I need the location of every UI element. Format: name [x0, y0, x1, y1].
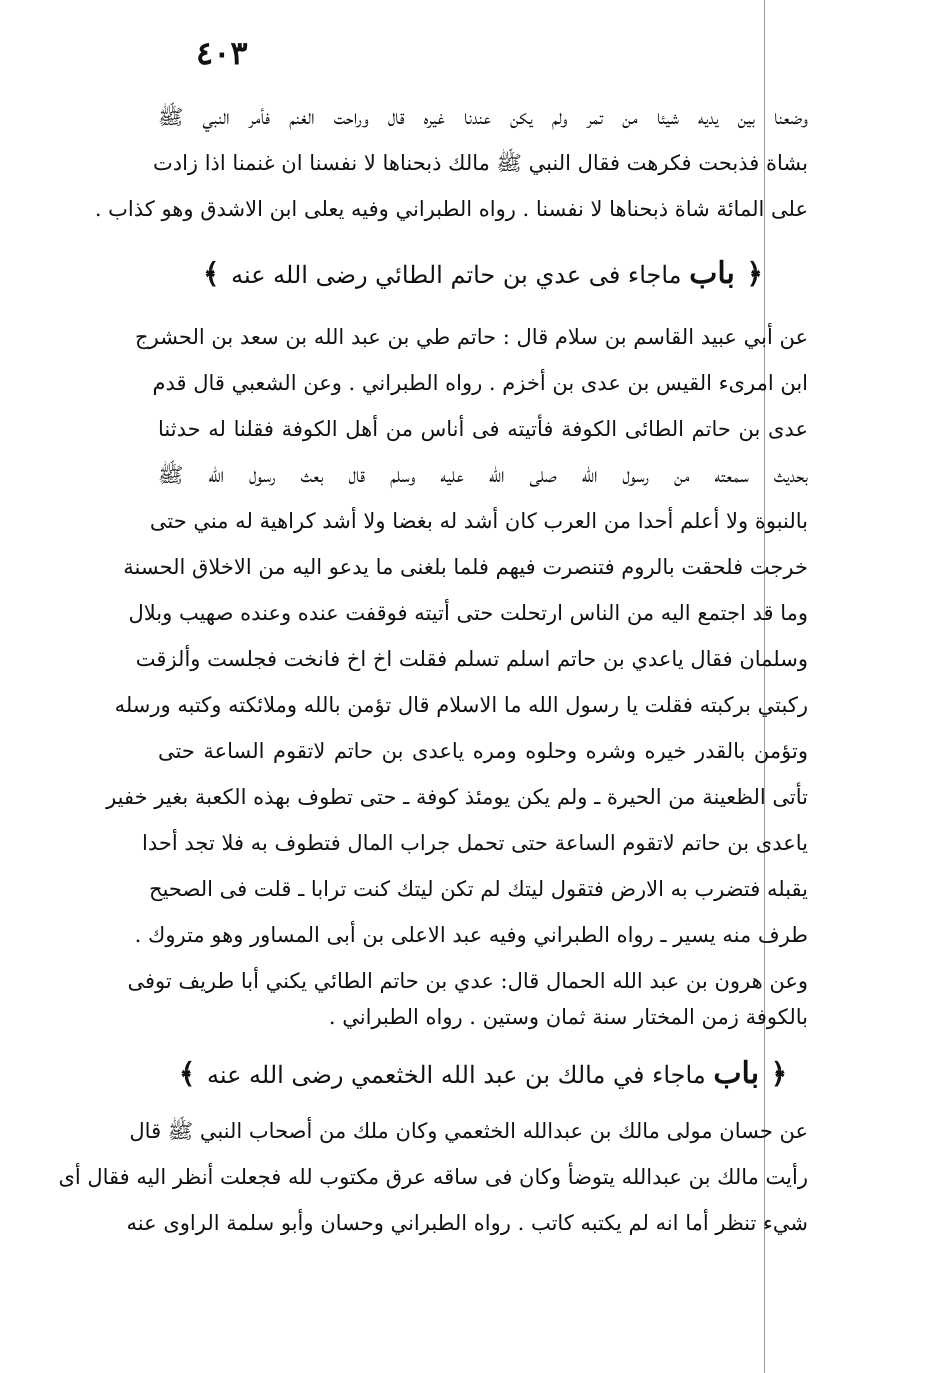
text-line: وسلمان فقال ياعدي بن حاتم اسلم تسلم فقلت اخ اخ فانخت فجلست وألزقت	[135, 647, 808, 671]
chapter-title: ماجاء فى عدي بن حاتم الطائي رضى الله عنه	[231, 261, 682, 289]
text-line: وما قد اجتمع اليه من الناس ارتحلت حتى أتيته فوقفت عنده وعنده صهيب وبلال	[128, 601, 808, 625]
text-line: عن حسان مولى مالك بن عبدالله الخثعمي وكان ملك من أصحاب النبي ﷺ قال	[129, 1119, 808, 1143]
ornamental-bracket-open: ﴿	[770, 1057, 788, 1090]
text-line: يقبله فتضرب به الارض فتقول ليتك لم تكن ليتك كنت ترابا ـ قلت فى الصحيح	[149, 877, 808, 901]
text-line: ابن امرىء القيس بن عدى بن أخزم . رواه الطبراني . وعن الشعبي قال قدم	[152, 371, 808, 395]
text-line: ياعدى بن حاتم لاتقوم الساعة حتى تحمل جراب المال فتطوف به فلا تجد أحدا	[142, 831, 808, 855]
text-line: عن أبي عبيد القاسم بن سلام قال : حاتم طي بن عبد الله بن سعد بن الحشرج	[135, 325, 808, 349]
page-number: ٤٠٣	[196, 34, 248, 72]
chapter-label: باب	[689, 256, 735, 291]
text-line: تأتى الظعينة من الحيرة ـ ولم يكن يومئذ كوفة ـ حتى تطوف بهذه الكعبة بغير خفير	[106, 785, 808, 809]
text-line: وتؤمن بالقدر خيره وشره وحلوه ومره ياعدى بن حاتم لاتقوم الساعة حتى	[158, 739, 808, 763]
chapter-heading-adi	[158, 256, 808, 293]
ornamental-bracket-close: ﴾	[178, 1057, 196, 1090]
text-line: عدى بن حاتم الطائى الكوفة فأتيته فى أناس من أهل الكوفة فقلنا له حدثنا	[158, 417, 808, 441]
text-line: بحديث سمعته من رسول الله صلى الله عليه وسلم قال بعث رسول الله ﷺ	[158, 463, 808, 487]
text-line: شيء تنظر أما انه لم يكتبه كاتب . رواه الطبراني وحسان وأبو سلمة الراوى عنه	[126, 1211, 808, 1235]
text-line: على المائة شاة ذبحناها لا نفسنا . رواه الطبراني وفيه يعلى ابن الاشدق وهو كذاب .	[94, 197, 808, 221]
text-line: رأيت مالك بن عبدالله يتوضأ وكان فى ساقه عرق مكتوب لله فجعلت أنظر اليه فقال أى	[58, 1165, 808, 1189]
text-line: خرجت فلحقت بالروم فتنصرت فيهم فلما بلغنى ما يدعو اليه من الاخلاق الحسنة	[123, 555, 808, 579]
chapter-label: باب	[713, 1056, 760, 1091]
text-line: طرف منه يسير ـ رواه الطبراني وفيه عبد الاعلى بن أبى المساور وهو متروك .	[134, 923, 808, 947]
text-line: وضعنا بين يديه شيئا من تمر ولم يكن عندنا غيره قال وراحت الغنم فأمر النبي ﷺ	[158, 105, 808, 129]
ornamental-bracket-open: ﴿	[746, 257, 763, 290]
chapter-heading-malik	[158, 1056, 808, 1093]
text-line: بالكوفة زمن المختار سنة ثمان وستين . رواه الطبراني .	[328, 1005, 808, 1029]
ornamental-bracket-close: ﴾	[203, 257, 220, 290]
text-line: بشاة فذبحت فكرهت فقال النبي ﷺ مالك ذبحناها لا نفسنا ان غنمنا اذا زادت	[152, 151, 808, 175]
text-line: وعن هرون بن عبد الله الحمال قال: عدي بن حاتم الطائي يكني أبا طريف توفى	[127, 969, 808, 993]
chapter-title: ماجاء في مالك بن عبد الله الخثعمي رضى الله عنه	[206, 1061, 706, 1089]
text-line: ركبتي بركبته فقلت يا رسول الله ما الاسلام قال تؤمن بالله وملائكته وكتبه ورسله	[114, 693, 808, 717]
text-line: بالنبوة ولا أعلم أحدا من العرب كان أشد له بغضا ولا أشد كراهية له مني حتى	[149, 509, 808, 533]
